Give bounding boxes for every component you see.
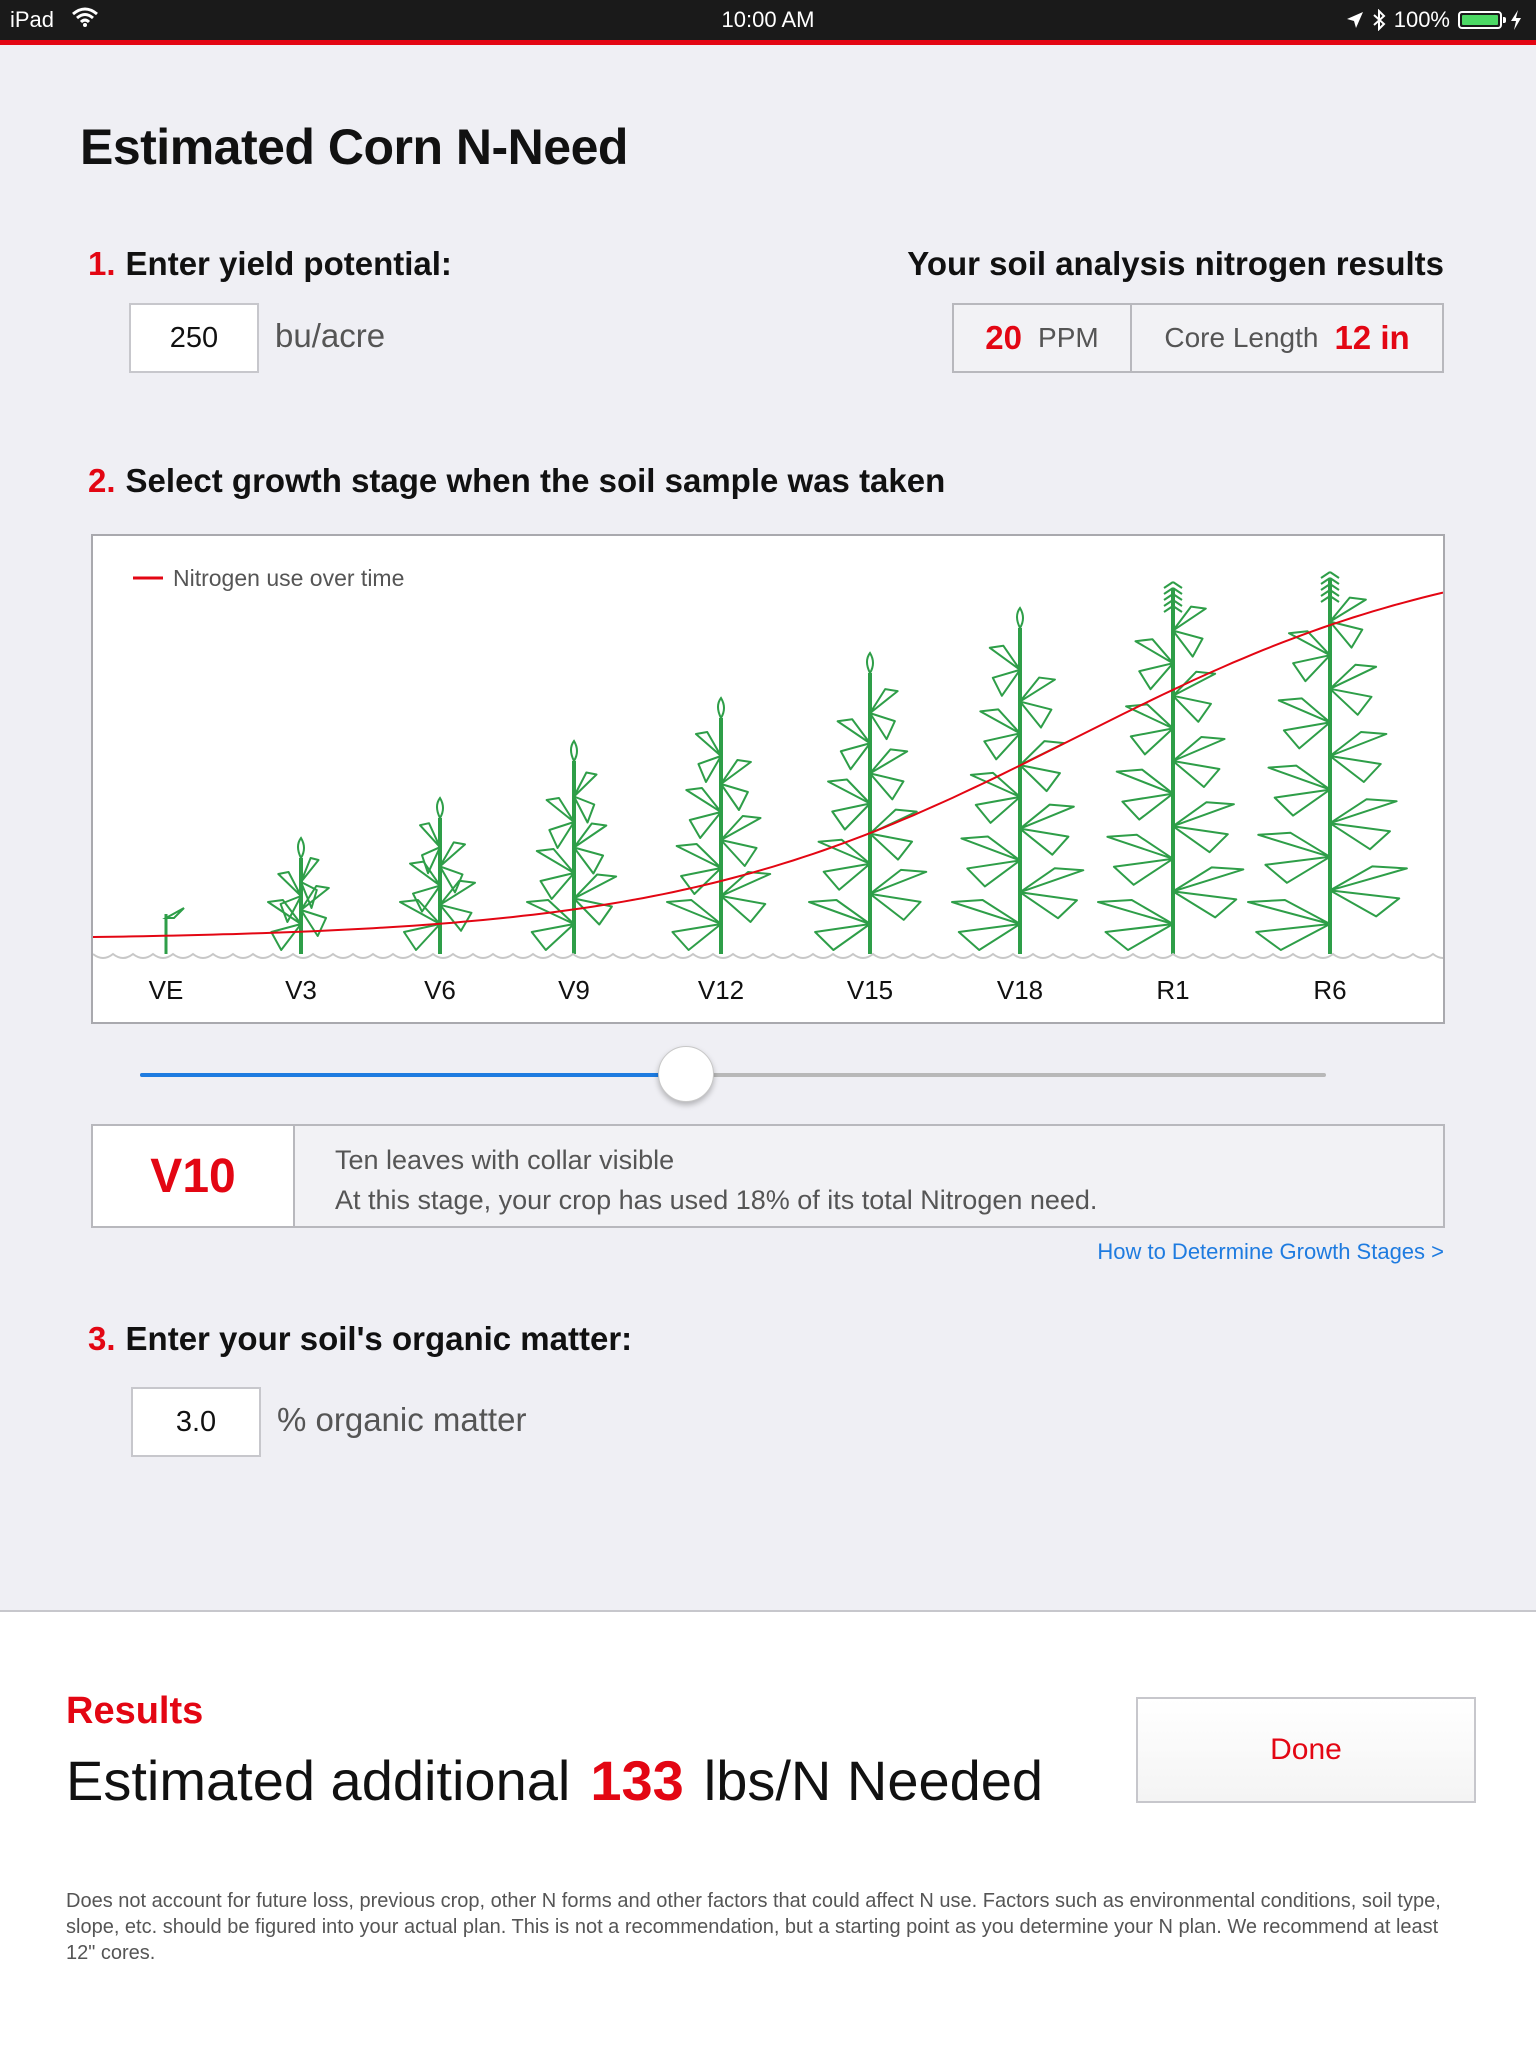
stage-description bbox=[295, 1126, 1097, 1226]
plant-leaf bbox=[404, 924, 440, 950]
plant-leaf bbox=[301, 882, 317, 908]
results-line bbox=[66, 1748, 1043, 1813]
plant-leaf bbox=[677, 844, 721, 868]
plant-v15 bbox=[809, 653, 926, 954]
plant-leaf bbox=[1293, 655, 1330, 681]
plant-leaf bbox=[721, 896, 765, 922]
plant-r1 bbox=[1098, 582, 1243, 954]
plant-leaf bbox=[1173, 696, 1211, 722]
plant-leaf bbox=[841, 743, 870, 769]
plant-leaf bbox=[574, 899, 612, 925]
plant-leaf bbox=[574, 848, 603, 874]
yield-input[interactable]: 250 bbox=[129, 303, 259, 373]
plant-leaf bbox=[574, 875, 616, 899]
plant-leaf bbox=[1173, 737, 1225, 761]
stage-label-v15: V15 bbox=[846, 975, 894, 1005]
plant-leaf bbox=[1020, 702, 1051, 728]
plant-leaf bbox=[440, 905, 472, 931]
organic-matter-input[interactable]: 3.0 bbox=[131, 1387, 261, 1457]
plant-leaf bbox=[1258, 833, 1330, 857]
growth-stages-link[interactable]: How to Determine Growth Stages > bbox=[1097, 1239, 1444, 1264]
plant-leaf bbox=[828, 780, 870, 804]
plant-leaf bbox=[1098, 900, 1173, 924]
plant-leaf bbox=[1173, 826, 1228, 852]
plant-leaf bbox=[1330, 622, 1362, 648]
plant-leaf bbox=[976, 797, 1020, 823]
plant-v9 bbox=[527, 741, 616, 954]
plant-leaf bbox=[959, 924, 1020, 950]
header-accent-line bbox=[0, 40, 1536, 45]
plant-leaf bbox=[1330, 799, 1397, 823]
plant-v3 bbox=[268, 838, 329, 954]
plant-leaf bbox=[422, 847, 440, 873]
plant-leaf bbox=[278, 872, 301, 896]
plant-leaf bbox=[440, 842, 465, 866]
plant-leaf bbox=[574, 773, 597, 797]
plant-v12 bbox=[667, 698, 770, 954]
stage-label-v9: V9 bbox=[558, 975, 590, 1005]
plant-leaf bbox=[420, 823, 440, 847]
plant-leaf bbox=[549, 822, 574, 848]
plant-leaf bbox=[952, 900, 1020, 924]
step3-heading bbox=[88, 1320, 632, 1358]
plant-ve bbox=[166, 908, 184, 954]
plant-leaf bbox=[1330, 665, 1376, 689]
status-right bbox=[1346, 7, 1522, 33]
plant-leaf bbox=[824, 864, 870, 890]
ppm-cell bbox=[954, 305, 1132, 371]
plant-leaf bbox=[440, 866, 463, 892]
plant-leaf bbox=[870, 689, 898, 713]
plant-leaf bbox=[400, 900, 440, 924]
core-length-value: 12 in bbox=[1334, 319, 1410, 356]
plant-leaf bbox=[809, 900, 870, 924]
plant-leaf bbox=[1117, 770, 1173, 794]
plant-r6 bbox=[1248, 572, 1407, 954]
step2-heading bbox=[88, 462, 945, 500]
plant-v6 bbox=[400, 798, 475, 954]
growth-stage-chart[interactable] bbox=[91, 534, 1445, 1024]
stage-code: V10 bbox=[93, 1126, 295, 1226]
plant-leaf bbox=[574, 797, 594, 823]
plant-leaf bbox=[1256, 924, 1330, 950]
plant-leaf bbox=[832, 804, 870, 830]
plant-illustrations bbox=[166, 572, 1407, 954]
plant-leaf bbox=[1173, 802, 1234, 826]
plant-leaf bbox=[1020, 805, 1074, 829]
bluetooth-icon bbox=[1372, 9, 1386, 31]
plant-leaf bbox=[961, 836, 1020, 860]
plant-leaf bbox=[1269, 766, 1331, 790]
plant-leaf bbox=[532, 924, 574, 950]
ppm-unit: PPM bbox=[1038, 322, 1099, 353]
legend-label: Nitrogen use over time bbox=[173, 565, 405, 591]
plant-whorl bbox=[1017, 608, 1023, 628]
plant-leaf bbox=[980, 709, 1020, 733]
core-length-label: Core Length bbox=[1164, 322, 1319, 353]
plant-leaf bbox=[721, 816, 761, 840]
plant-whorl bbox=[718, 698, 724, 718]
plant-leaf bbox=[1330, 866, 1407, 890]
device-label: iPad bbox=[10, 7, 55, 32]
step3-label: Enter your soil's organic matter: bbox=[125, 1320, 633, 1357]
plant-tassel bbox=[1164, 582, 1173, 588]
plant-v18 bbox=[952, 608, 1083, 954]
step1-heading bbox=[88, 245, 452, 283]
plant-leaf bbox=[672, 924, 721, 950]
plant-leaf bbox=[301, 858, 319, 882]
plant-leaf bbox=[1020, 892, 1077, 918]
stage-desc-line2: At this stage, your crop has used 18% of its total Nitrogen need. bbox=[335, 1185, 1098, 1215]
growth-stage-svg bbox=[93, 536, 1443, 1022]
results-prefix: Estimated additional bbox=[66, 1749, 571, 1812]
plant-leaf bbox=[721, 784, 748, 810]
plant-tassel bbox=[1173, 582, 1182, 588]
soil-results-heading: Your soil analysis nitrogen results bbox=[907, 245, 1444, 282]
plant-leaf bbox=[1020, 868, 1083, 892]
stage-label-v18: V18 bbox=[996, 975, 1044, 1005]
plant-leaf bbox=[1265, 857, 1330, 883]
plant-leaf bbox=[967, 860, 1020, 886]
plant-leaf bbox=[1173, 631, 1203, 657]
plant-leaf bbox=[990, 646, 1020, 670]
done-button[interactable]: Done bbox=[1136, 1697, 1476, 1803]
step2-label: Select growth stage when the soil sample was taken bbox=[125, 462, 946, 499]
plant-leaf bbox=[1284, 722, 1330, 748]
plant-leaf bbox=[838, 719, 870, 743]
plant-leaf bbox=[271, 924, 301, 950]
plant-leaf bbox=[681, 868, 721, 894]
core-length-cell bbox=[1132, 305, 1442, 371]
plant-leaf bbox=[1020, 829, 1068, 855]
plant-leaf bbox=[721, 760, 751, 784]
plant-leaf bbox=[1330, 732, 1386, 756]
plant-leaf bbox=[1136, 639, 1174, 663]
plant-leaf bbox=[1173, 867, 1243, 891]
plant-leaf bbox=[1289, 631, 1330, 655]
ppm-value: 20 bbox=[985, 319, 1023, 356]
plant-leaf bbox=[815, 924, 870, 950]
stage-labels bbox=[149, 975, 1347, 1005]
plant-leaf bbox=[870, 834, 912, 860]
plant-whorl bbox=[437, 798, 443, 818]
stage-info-box bbox=[91, 1124, 1445, 1228]
disclaimer-text: Does not account for future loss, previous crop, other N forms and other factors that could affect N use. Factors such as environmental conditions, soil type, slope, etc. should be figured into your actual plan. This is not a recommendation, but a starting point as you determine your N plan. We recommend at least 12" cores. bbox=[66, 1890, 1441, 1964]
plant-leaf bbox=[870, 894, 921, 920]
plant-leaf bbox=[870, 713, 895, 739]
results-suffix: lbs/N Needed bbox=[703, 1749, 1044, 1812]
plant-leaf bbox=[413, 886, 440, 912]
plant-leaf bbox=[690, 812, 721, 838]
plant-tassel bbox=[1321, 572, 1330, 578]
plant-leaf bbox=[1173, 891, 1236, 917]
plant-leaf bbox=[870, 870, 926, 894]
plant-leaf bbox=[1330, 598, 1366, 622]
plant-whorl bbox=[298, 838, 304, 858]
yield-unit: bu/acre bbox=[275, 317, 386, 354]
page-title: Estimated Corn N-Need bbox=[80, 119, 628, 175]
soil-results-box bbox=[952, 303, 1444, 373]
results-panel bbox=[0, 1610, 1536, 2048]
location-arrow-icon bbox=[1346, 11, 1364, 29]
stage-label-v3: V3 bbox=[285, 975, 317, 1005]
plant-leaf bbox=[1330, 756, 1381, 782]
plant-leaf bbox=[1173, 761, 1219, 787]
plant-leaf bbox=[1330, 689, 1372, 715]
plant-leaf bbox=[686, 788, 721, 812]
step1-label: Enter yield potential: bbox=[125, 245, 452, 282]
step1-number: 1. bbox=[88, 245, 116, 282]
plant-leaf bbox=[984, 733, 1020, 759]
plant-leaf bbox=[166, 908, 184, 918]
growth-slider-fill bbox=[140, 1073, 686, 1077]
plant-leaf bbox=[537, 849, 574, 873]
stage-label-ve: VE bbox=[148, 975, 184, 1005]
organic-matter-unit: % organic matter bbox=[277, 1401, 527, 1438]
stage-label-v6: V6 bbox=[424, 975, 456, 1005]
battery-icon bbox=[1458, 11, 1502, 29]
plant-leaf bbox=[870, 773, 903, 799]
plant-whorl bbox=[571, 741, 577, 761]
ground-line bbox=[93, 954, 1443, 958]
stage-label-v12: V12 bbox=[697, 975, 745, 1005]
plant-leaf bbox=[547, 798, 574, 822]
clock: 10:00 AM bbox=[721, 7, 815, 32]
plant-leaf bbox=[1279, 698, 1330, 722]
plant-leaf bbox=[1107, 835, 1173, 859]
plant-leaf bbox=[1131, 728, 1173, 754]
results-value: 133 bbox=[590, 1749, 684, 1812]
plant-tassel bbox=[1330, 572, 1339, 578]
stage-label-r1: R1 bbox=[1156, 975, 1190, 1005]
plant-leaf bbox=[696, 732, 721, 756]
plant-leaf bbox=[1248, 900, 1330, 924]
plant-whorl bbox=[867, 653, 873, 673]
plant-leaf bbox=[1139, 663, 1173, 689]
plant-leaf bbox=[1020, 678, 1055, 702]
plant-leaf bbox=[870, 749, 907, 773]
plant-leaf bbox=[993, 670, 1020, 696]
plant-leaf bbox=[1114, 859, 1173, 885]
battery-percent: 100% bbox=[1393, 7, 1450, 32]
plant-leaf bbox=[1330, 890, 1399, 916]
plant-leaf bbox=[574, 824, 606, 848]
plant-leaf bbox=[1020, 765, 1060, 791]
results-label: Results bbox=[66, 1690, 204, 1732]
step3-number: 3. bbox=[88, 1320, 116, 1357]
plant-leaf bbox=[1122, 794, 1173, 820]
plant-leaf bbox=[667, 900, 721, 924]
plant-leaf bbox=[1275, 790, 1330, 816]
plant-leaf bbox=[698, 756, 721, 782]
plant-leaf bbox=[1173, 672, 1215, 696]
plant-leaf bbox=[1330, 823, 1390, 849]
stage-desc-line1: Ten leaves with collar visible bbox=[335, 1145, 675, 1175]
plant-leaf bbox=[721, 872, 770, 896]
charging-icon bbox=[1510, 10, 1522, 30]
status-bar bbox=[0, 0, 1536, 40]
stage-label-r6: R6 bbox=[1313, 975, 1347, 1005]
growth-slider-thumb[interactable] bbox=[658, 1046, 714, 1102]
step2-number: 2. bbox=[88, 462, 116, 499]
plant-leaf bbox=[721, 840, 757, 866]
plant-leaf bbox=[541, 873, 574, 899]
plant-leaf bbox=[1106, 924, 1174, 950]
